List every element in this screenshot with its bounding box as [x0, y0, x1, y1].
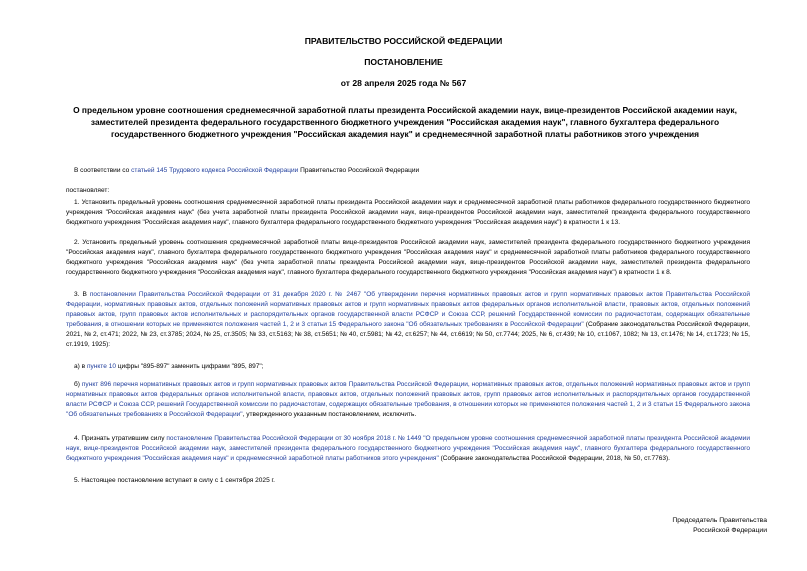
point-10-link[interactable]: пункте 10 — [86, 363, 116, 370]
government-heading: ПРАВИТЕЛЬСТВО РОССИЙСКОЙ ФЕДЕРАЦИИ — [304, 36, 503, 46]
item-5: 5. Настоящее постановление вступает в силу с 1 сентября 2025 г. — [74, 477, 275, 484]
document-title: О предельном уровне соотношения среднемесячной заработной платы президента Российской академии наук, вице-президентов Российской академии наук, заместителей президента федерального государственного бюджетного учреждения "Российская академия наук", главного бухгалтера федерального государственного бюджетного учреждения "Российская академия наук" и среднемесячной заработной платы работников этого учреждения — [73, 105, 737, 139]
item-3-suffix: (Собрание законодательства Российской Федерации, 2021, № 2, ст.471; 2022, № 23, ст.3785; 2024, № 25, ст.3505; № 33, ст.5163; № 38, ст.5651; № 40, ст.5981; № 42, ст.6257; № 44, ст.6619; № 50, ст.7744; 2025, № 6, ст.439; № 10, ст.1067, 1082; № 13, ст.1476; № 14, ст.1723; № 15, ст.1919, 1925): — [66, 321, 750, 348]
decree-1449-link[interactable]: постановление Правительства Российской Федерации от 30 ноября 2018 г. № 1449 "О предельном уровне соотношения среднемесячной заработной платы президента Российской академии наук, вице-президентов Российской академии наук, заместителей президента федерального государственного бюджетного учреждения "Российская академия наук", главного бухгалтера федерального государственного бюджетного учреждения "Российская академия наук" и среднемесячной заработной платы работников этого учреждения" — [66, 435, 750, 462]
document-type: ПОСТАНОВЛЕНИЕ — [364, 57, 443, 67]
item-3a-suffix: цифры "895-897" заменить цифрами "895, 897"; — [115, 363, 264, 370]
item-4-prefix: 4. Признать утратившим силу — [74, 435, 167, 442]
signature-title: Председатель Правительства — [672, 517, 767, 524]
item-3b-prefix: б) — [74, 381, 82, 388]
preamble-tail: Правительство Российской Федерации — [298, 167, 420, 174]
preamble-text: В соответствии со — [74, 167, 132, 174]
preamble — [66, 166, 750, 176]
document-date-number: от 28 апреля 2025 года № 567 — [340, 78, 467, 88]
item-3a-prefix: а) в — [74, 363, 87, 370]
labor-code-link[interactable]: статьей 145 Трудового кодекса Российской Федерации — [131, 167, 299, 174]
point-896-link[interactable]: пункт 896 перечня нормативных правовых актов и групп нормативных правовых актов Правительства Российской Федерации, нормативных правовых актов, отдельных положений нормативных правовых актов и групп нормативных правовых актов федеральных органов исполнительной власти, правовых актов, отдельных положений правовых актов, групп правовых актов исполнительных и распорядительных органов государственной власти РСФСР и Союза ССР, решений Государственной комиссии по радиочастотам, содержащих обязательные требования, в отношении которых не применяются положения частей 1, 2 и 3 статьи 15 Федерального закона "Об обязательных требованиях в Российской Федерации" — [66, 381, 751, 418]
item-3b-suffix: , утвержденного указанным постановлением, исключить. — [242, 411, 417, 418]
item-3a — [66, 362, 750, 372]
decrees-label: постановляет: — [66, 187, 110, 194]
item-1: 1. Установить предельный уровень соотношения среднемесячной заработной платы президента Российской академии наук и среднемесячной заработной платы работников федерального государственного бюджетного учреждения "Российская академия наук" (без учета заработной платы президента Российской академии наук, вице-президентов Российской академии наук, заместителей президента федерального государственного бюджетного учреждения "Российская академия наук", главного бухгалтера федерального государственного бюджетного учреждения "Российская академия наук") в кратности 1 к 13. — [66, 199, 750, 226]
item-3-prefix: 3. В — [74, 291, 90, 298]
item-3 — [66, 290, 750, 350]
item-4 — [66, 434, 750, 464]
decree-2467-link[interactable]: постановлении Правительства Российской Федерации от 31 декабря 2020 г. № 2467 "Об утверждении перечня нормативных правовых актов и групп нормативных правовых актов Правительства Российской Федерации, нормативных правовых актов, отдельных положений нормативных правовых актов и групп нормативных правовых актов федеральных органов исполнительной власти, правовых актов, отдельных положений правовых актов, групп правовых актов исполнительных и распорядительных органов государственной власти РСФСР и Союза ССР, решений Государственной комиссии по радиочастотам, содержащих обязательные требования, в отношении которых не применяются положения частей 1, 2 и 3 статьи 15 Федерального закона "Об обязательных требованиях в Российской Федерации" — [66, 291, 750, 328]
item-4-suffix: (Собрание законодательства Российской Федерации, 2018, № 50, ст.7763). — [438, 455, 671, 462]
signature-org: Российской Федерации — [693, 527, 767, 534]
item-2: 2. Установить предельный уровень соотношения среднемесячной заработной платы вице-президентов Российской академии наук, заместителей президента федерального государственного бюджетного учреждения "Российская академия наук", главного бухгалтера федерального государственного бюджетного учреждения "Российская академия наук" и среднемесячной заработной платы работников федерального государственного бюджетного учреждения "Российская академия наук" (без учета заработной платы президента Российской академии наук, вице-президентов Российской академии наук, заместителей президента федерального государственного бюджетного учреждения "Российская академия наук", главного бухгалтера федерального государственного бюджетного учреждения "Российская академия наук") в кратности 1 к 8. — [66, 239, 750, 276]
item-3b — [66, 380, 750, 420]
